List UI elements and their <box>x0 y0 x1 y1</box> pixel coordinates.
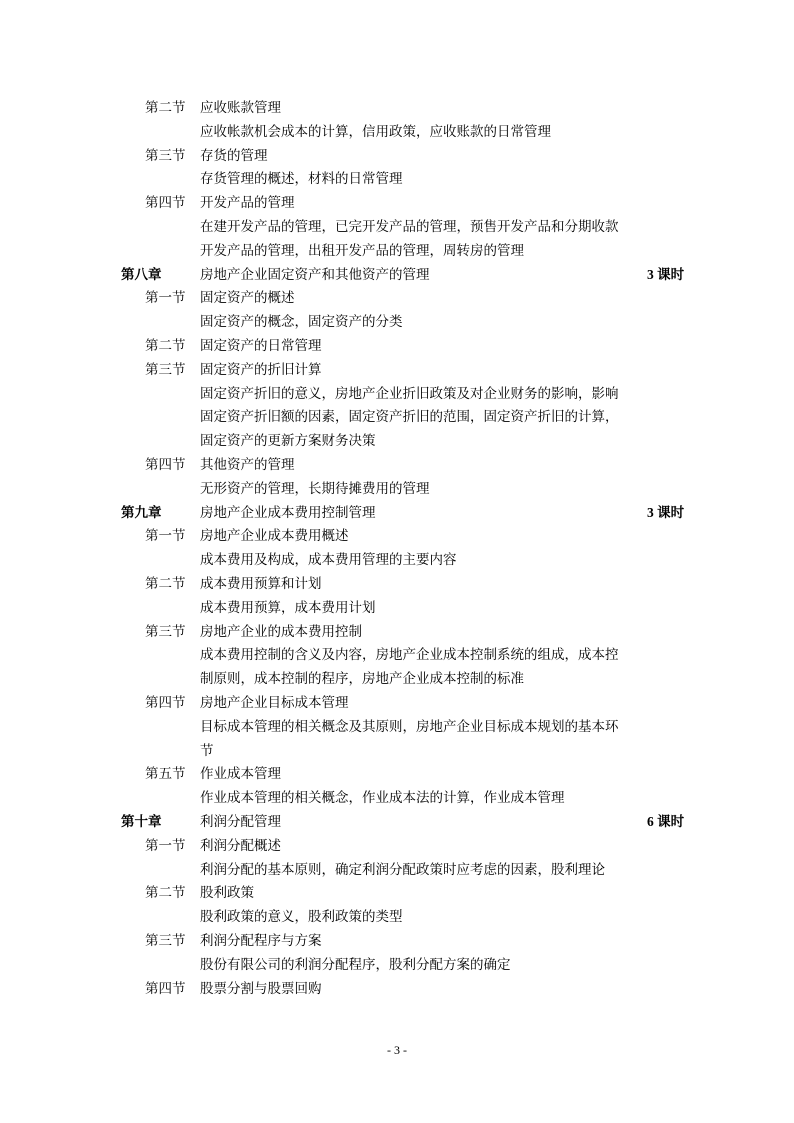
content-line <box>0 548 794 572</box>
section-label: 第三节 <box>145 361 186 378</box>
content-line <box>0 858 794 882</box>
content-line <box>0 477 794 501</box>
content-text: 成本费用控制的含义及内容，房地产企业成本控制系统的组成，成本控 <box>200 647 619 664</box>
section-heading <box>0 191 794 215</box>
chapter-title: 利润分配管理 <box>200 814 281 830</box>
content-line <box>0 643 794 667</box>
section-label: 第四节 <box>145 980 186 997</box>
section-heading <box>0 691 794 715</box>
section-title: 固定资产的概述 <box>200 290 295 307</box>
section-heading <box>0 524 794 548</box>
content-text: 固定资产折旧额的因素，固定资产折旧的范围，固定资产折旧的计算， <box>200 409 619 426</box>
section-label: 第四节 <box>145 195 186 212</box>
section-title: 固定资产的日常管理 <box>200 338 322 354</box>
section-label: 第一节 <box>145 837 186 854</box>
content-text: 股份有限公司的利润分配程序，股利分配方案的确定 <box>200 956 511 973</box>
section-heading <box>0 762 794 786</box>
content-text: 节 <box>200 742 214 759</box>
section-title: 其他资产的管理 <box>200 457 295 473</box>
class-hours: 3 课时 <box>647 266 685 282</box>
section-heading <box>0 453 794 477</box>
section-label: 第二节 <box>145 885 186 902</box>
content-text: 固定资产的更新方案财务决策 <box>200 433 376 450</box>
chapter-heading <box>0 263 794 287</box>
content-text: 作业成本管理的相关概念，作业成本法的计算，作业成本管理 <box>200 790 565 807</box>
content-line <box>0 905 794 929</box>
section-heading <box>0 834 794 858</box>
section-heading <box>0 358 794 382</box>
content-line <box>0 120 794 144</box>
section-title: 房地产企业成本费用概述 <box>200 528 349 545</box>
section-title: 作业成本管理 <box>200 766 281 783</box>
section-heading <box>0 620 794 644</box>
section-label: 第三节 <box>145 147 186 164</box>
content-line <box>0 953 794 977</box>
section-label: 第二节 <box>145 338 186 354</box>
chapter-label: 第九章 <box>121 504 162 521</box>
section-heading <box>0 286 794 310</box>
section-label: 第三节 <box>145 933 186 949</box>
section-heading <box>0 977 794 1001</box>
class-hours: 6 课时 <box>647 814 685 829</box>
chapter-label: 第八章 <box>121 266 162 283</box>
class-hours: 3 课时 <box>647 504 685 520</box>
content-line <box>0 786 794 810</box>
section-title: 开发产品的管理 <box>200 195 295 212</box>
section-label: 第四节 <box>145 695 186 711</box>
section-heading <box>0 929 794 953</box>
content-text: 成本费用及构成，成本费用管理的主要内容 <box>200 552 457 569</box>
content-line <box>0 239 794 263</box>
section-label: 第一节 <box>145 290 186 307</box>
content-line <box>0 405 794 429</box>
section-title: 存货的管理 <box>200 147 268 164</box>
section-label: 第二节 <box>145 100 186 116</box>
content-text: 成本费用预算，成本费用计划 <box>200 599 376 616</box>
content-text: 固定资产折旧的意义，房地产企业折旧政策及对企业财务的影响，影响 <box>200 385 619 402</box>
chapter-heading <box>0 810 794 834</box>
chapter-heading <box>0 501 794 525</box>
section-title: 固定资产的折旧计算 <box>200 361 322 378</box>
content-text: 存货管理的概述，材料的日常管理 <box>200 171 403 188</box>
section-title: 成本费用预算和计划 <box>200 576 322 592</box>
section-title: 股利政策 <box>200 885 254 902</box>
content-text: 固定资产的概念，固定资产的分类 <box>200 314 403 331</box>
content-line <box>0 310 794 334</box>
content-line <box>0 429 794 453</box>
section-title: 房地产企业目标成本管理 <box>200 695 349 711</box>
section-heading <box>0 572 794 596</box>
section-title: 房地产企业的成本费用控制 <box>200 623 362 640</box>
content-text: 制原则，成本控制的程序，房地产企业成本控制的标准 <box>200 671 524 688</box>
chapter-label: 第十章 <box>121 814 162 830</box>
section-title: 利润分配概述 <box>200 837 281 854</box>
content-line <box>0 382 794 406</box>
content-line <box>0 667 794 691</box>
section-title: 应收账款管理 <box>200 100 281 116</box>
content-line <box>0 739 794 763</box>
section-label: 第一节 <box>145 528 186 545</box>
content-line <box>0 215 794 239</box>
section-title: 利润分配程序与方案 <box>200 933 322 949</box>
section-label: 第四节 <box>145 457 186 473</box>
page-number: - 3 - <box>387 1043 407 1057</box>
content-text: 股利政策的意义，股利政策的类型 <box>200 909 403 926</box>
content-line <box>0 167 794 191</box>
content-text: 在建开发产品的管理，已完开发产品的管理，预售开发产品和分期收款 <box>200 219 619 235</box>
content-text: 无形资产的管理，长期待摊费用的管理 <box>200 480 430 497</box>
content-line <box>0 715 794 739</box>
content-text: 目标成本管理的相关概念及其原则，房地产企业目标成本规划的基本环 <box>200 718 619 735</box>
section-label: 第五节 <box>145 766 186 783</box>
content-text: 应收帐款机会成本的计算，信用政策，应收账款的日常管理 <box>200 123 551 140</box>
content-line <box>0 596 794 620</box>
content-text: 利润分配的基本原则，确定利润分配政策时应考虑的因素，股利理论 <box>200 861 605 878</box>
section-heading <box>0 881 794 905</box>
section-heading <box>0 334 794 358</box>
section-label: 第三节 <box>145 623 186 640</box>
section-title: 股票分割与股票回购 <box>200 980 322 997</box>
section-label: 第二节 <box>145 576 186 592</box>
content-text: 开发产品的管理，出租开发产品的管理，周转房的管理 <box>200 242 524 259</box>
section-heading <box>0 96 794 120</box>
chapter-title: 房地产企业成本费用控制管理 <box>200 504 376 521</box>
section-heading <box>0 144 794 168</box>
chapter-title: 房地产企业固定资产和其他资产的管理 <box>200 266 430 283</box>
